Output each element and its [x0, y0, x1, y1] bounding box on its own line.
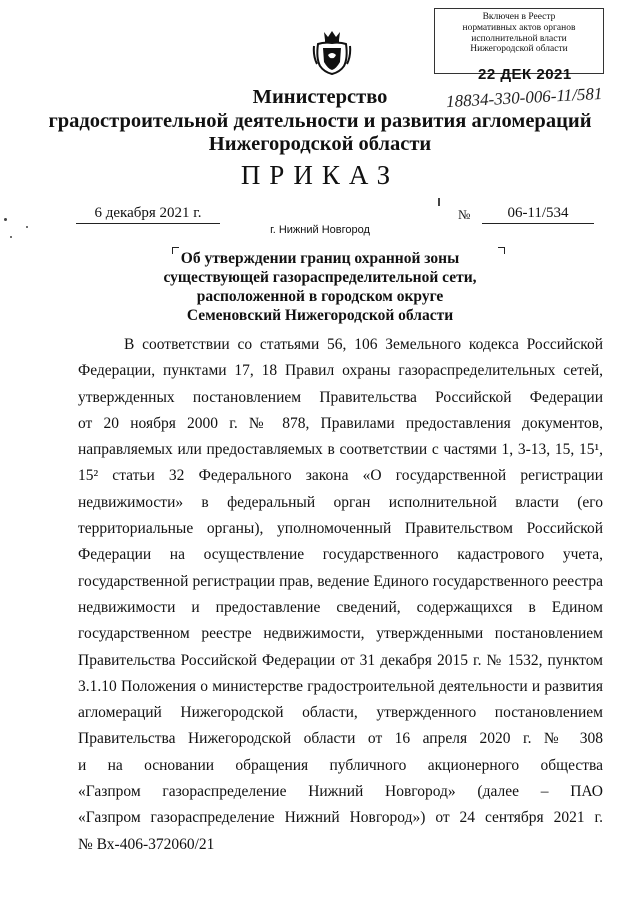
body-line: недвижимости и предоставление сведений, содержащихся в Едином [78, 598, 603, 616]
subject-line: существующей газораспределительной сети, [163, 269, 477, 286]
ministry-title-line2: градостроительной деятельности и развития агломераций [48, 110, 592, 132]
body-line: В соответствии со статьями 56, 106 Земельного кодекса Российской [124, 336, 603, 353]
stamp-line: нормативных актов органов [462, 22, 576, 33]
body-line: «Газпром газораспределение Нижний Новгород» (далее – ПАО [78, 783, 603, 801]
body-line: агломераций Нижегородской области, утвержденного постановлением [78, 704, 603, 722]
body-line: недвижимости» в федеральный орган исполнительной власти (его [78, 493, 603, 511]
scan-speck [10, 236, 12, 238]
body-line: Федерации на осуществление государственного кадастрового учета, [78, 546, 603, 564]
subject-line: Об утверждении границ охранной зоны [180, 250, 460, 267]
order-date: 6 декабря 2021 г. [76, 205, 220, 224]
body-line: государственной регистрации прав, ведение Единого государственного реестра [78, 572, 603, 590]
document-type-title: ПРИКАЗ [240, 160, 400, 190]
stamp-line: Включен в Реестр [482, 12, 556, 22]
body-line: «Газпром газораспределение Нижний Новгород») от 24 сентября 2021 г. [78, 809, 603, 827]
ministry-title-line1: Министерство [252, 86, 388, 108]
subject-line: расположенной в городском округе [196, 288, 444, 305]
city-name: г. Нижний Новгород [270, 224, 370, 236]
order-number: 06-11/534 [482, 205, 594, 224]
body-line: 3.1.10 Положения о министерстве градостроительной деятельности и развития [78, 677, 603, 695]
coat-of-arms-icon [312, 28, 352, 76]
body-line: государственном реестре недвижимости, утвержденными постановлением [78, 625, 603, 643]
order-body-text [78, 332, 603, 858]
stamp-line: исполнительной власти [471, 33, 567, 44]
body-line: Правительства Российской Федерации от 31 декабря 2015 г. № 1532, пунктом [78, 651, 603, 669]
body-line: № Вх-406-372060/21 [78, 835, 215, 853]
body-line: 15² статьи 32 Федерального закона «О государственной регистрации [78, 467, 603, 485]
body-line: Федерации, пунктами 17, 18 Правил охраны газораспределительных сетей, [78, 362, 603, 380]
subject-line: Семеновский Нижегородской области [186, 307, 454, 324]
body-line: направляемых или предоставляемых в соответствии с частями 1, 3-13, 15, 15¹, [78, 441, 603, 459]
order-number-label: № [458, 207, 471, 222]
body-line: Правительства Нижегородской области от 16 апреля 2020 г. № 308 [78, 730, 603, 748]
body-line: и на основании обращения публичного акционерного общества [78, 756, 603, 774]
stamp-registration-number: 18834-330-006-11/581 [445, 83, 603, 112]
registry-stamp [434, 8, 604, 74]
body-line: территориальные органы), уполномоченный Правительством Российской [78, 520, 603, 538]
body-line: от 20 ноября 2000 г. № 878, Правилами предоставления документов, [78, 414, 603, 432]
scan-speck [26, 226, 28, 228]
order-subject [0, 249, 640, 325]
stamp-date: 22 ДЕК 2021 [478, 66, 572, 83]
stamp-line: Нижегородской области [470, 44, 568, 55]
scan-speck [4, 218, 7, 221]
body-line: утвержденных постановлением Правительства Российской Федерации [78, 388, 603, 406]
ministry-title-line3: Нижегородской области [208, 133, 432, 155]
scan-speck [438, 198, 440, 206]
